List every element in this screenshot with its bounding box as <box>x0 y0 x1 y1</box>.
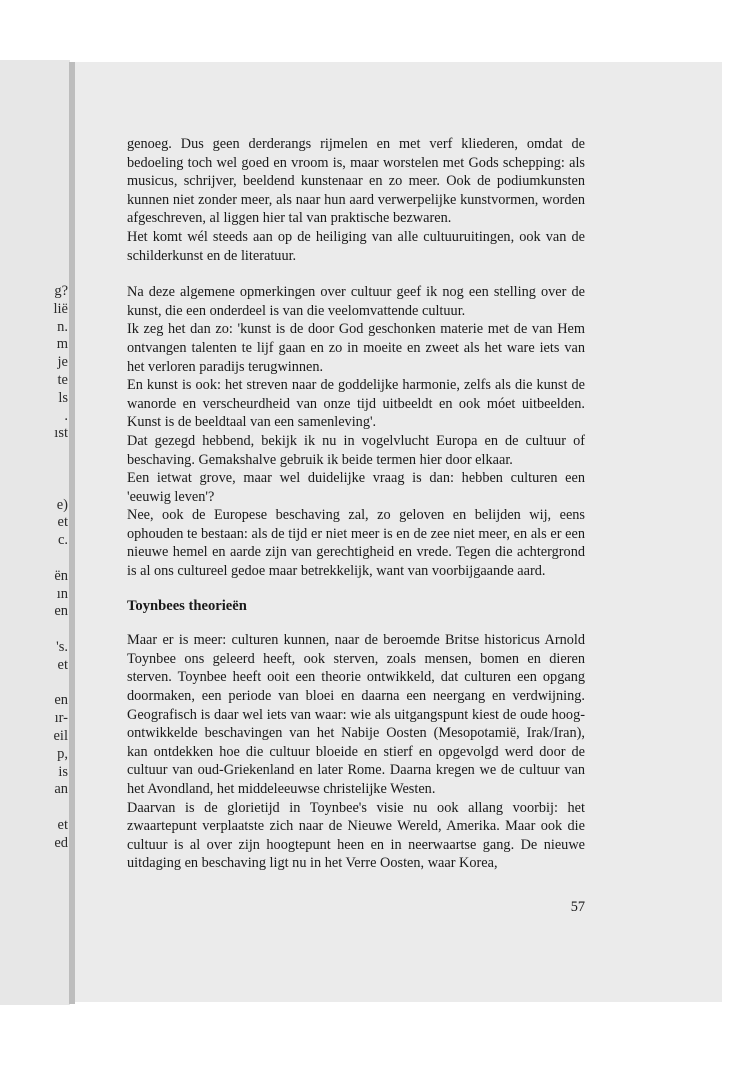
paragraph: Een ietwat grove, maar wel duidelijke vraag is dan: hebben culturen een 'eeuwig leven'? <box>127 470 585 505</box>
left-fragment: et <box>57 816 68 833</box>
left-fragment: te <box>57 371 68 388</box>
left-fragment: n. <box>57 318 68 335</box>
left-fragment: ır- <box>54 710 68 727</box>
left-page-text-fragments <box>0 283 70 853</box>
paragraph: Nee, ook de Europese beschaving zal, zo geloven en belijden wij, eens ophouden te bestaan: als de tijd er niet meer is en de zee niet meer, en als er een nieuwe hemel en aarde zijn van gerechtigheid en vrede. Tegen die achtergrond is al ons cultureel gedoe maar betrekkelijk, want van voorbijgaande aard. <box>127 507 585 580</box>
paragraph: Dat gezegd hebbend, bekijk ik nu in vogelvlucht Europa en de cultuur of beschaving. Gemakshalve gebruik ik beide termen hier door elkaar. <box>127 432 585 468</box>
left-fragment: 's. <box>56 638 68 655</box>
paragraph: Maar er is meer: culturen kunnen, naar de beroemde Britse historicus Arnold Toynbee ons geleerd heeft, ook sterven, zoals mensen, bomen en dieren sterven. Toynbee heeft ooit een theorie ontwikkeld, dat culturen een opgang doormaken, een periode van bloei en daarna een neergang en verdwijning. Geografisch is daar wel iets van waar: wie als uitgangspunt kiest de oude hoog-ontwikkelde beschavingen van het Nabije Oosten (Mesopotamië, Irak/Iran), kan ontdekken hoe die cultuur bloeide en stierf en opgevolgd werd door de cultuur van oud-Griekenland en later Rome. Daarna kregen we de cultuur van het Avondland, het middeleeuwse christelijke Westen. <box>127 632 585 797</box>
left-fragment <box>0 621 70 639</box>
left-fragment: je <box>57 354 68 371</box>
left-fragment <box>0 443 70 461</box>
left-fragment: . <box>64 407 68 424</box>
left-fragment <box>0 461 70 479</box>
left-fragment: en <box>54 692 68 709</box>
left-fragment: ed <box>54 834 68 851</box>
left-fragment: ıst <box>54 425 68 442</box>
paragraph: Na deze algemene opmerkingen over cultuur geef ik nog een stelling over de kunst, die een onderdeel is van die veelomvattende cultuur. <box>127 284 585 319</box>
left-fragment: ın <box>56 585 68 602</box>
left-fragment: an <box>54 781 68 798</box>
left-fragment: en <box>54 603 68 620</box>
left-fragment <box>0 675 70 693</box>
left-fragment: c. <box>57 532 68 549</box>
left-fragment <box>0 550 70 568</box>
left-fragment: g? <box>54 283 68 299</box>
left-fragment: liё <box>53 300 68 317</box>
paragraph: genoeg. Dus geen derderangs rijmelen en met verf kliederen, omdat de bedoeling toch wel goed en vroom is, maar worstelen met Gods schepping: als musicus, schrijver, beeldend kunstenaar en zo meer. Ook de podiumkunsten kunnen niet zonder meer, als naar hun aard verwerpelijke kunstvormen, worden afgeschreven, al liggen hier tal van praktische bezwaren. <box>127 136 585 227</box>
page-body-text <box>127 135 585 873</box>
left-fragment: is <box>58 763 68 780</box>
left-fragment: ls <box>58 389 68 406</box>
paragraph: Daarvan is de glorietijd in Toynbee's visie nu ook allang voorbij: het zwaartepunt verplaatste zich naar de Nieuwe Wereld, Amerika. Maar ook die cultuur is al over zijn hoogtepunt heen en in neerwaartse gang. De nieuwe uitdaging en beschaving ligt nu in het Verre Oosten, waar Korea, <box>127 799 585 872</box>
left-fragment <box>0 479 70 497</box>
left-fragment <box>0 799 70 817</box>
paragraph: Ik zeg het dan zo: 'kunst is de door God geschonken materie met de van Hem ontvangen talenten te lijf gaan en zo in moeite en zweet als het ware iets van het verloren paradijs terugwinnen. <box>127 321 585 375</box>
left-fragment: m <box>56 336 68 353</box>
section-heading: Toynbees theorieën <box>127 597 247 614</box>
paragraph: Het komt wél steeds aan op de heiliging van alle cultuuruitingen, ook van de schilderkunst en de literatuur. <box>127 228 585 264</box>
left-fragment: et <box>57 656 68 673</box>
left-fragment: e) <box>56 496 68 513</box>
page-number: 57 <box>570 899 585 915</box>
left-fragment: et <box>57 514 68 531</box>
left-fragment: ën <box>54 567 68 584</box>
left-fragment: p, <box>57 745 68 762</box>
paragraph: En kunst is ook: het streven naar de goddelijke harmonie, zelfs als die kunst de wanorde en verscheurdheid van onze tijd uitbeeldt en ook móet uitbeelden. Kunst is de beeldtaal van een samenleving'. <box>127 377 585 431</box>
left-fragment: eil <box>53 727 68 744</box>
